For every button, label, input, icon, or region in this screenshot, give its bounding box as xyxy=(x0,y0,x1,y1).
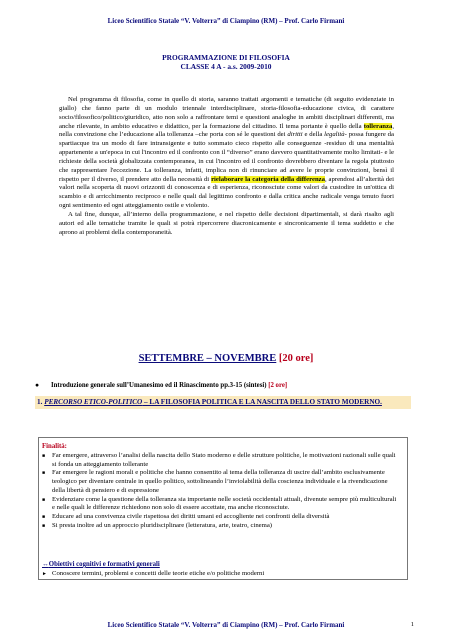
list-item-text: Far emergere, attraverso l’analisi della nascita dello Stato moderno e delle strutture politiche, le motivazioni razionali sulle quali si fonda un atteggiamento tollerante xyxy=(52,452,396,468)
list-item xyxy=(42,496,400,513)
term-legalita: legalità xyxy=(324,131,345,139)
intro-bullet xyxy=(35,382,425,389)
list-item-text: Educare ad una convivenza civile rispettosa dei diritti umani ed accogliente nei confronti della diversità xyxy=(52,512,330,520)
list-item-text: Far emergere le ragioni morali e politiche che hanno consentito al tema della tolleranza di uscire dall’ambito esclusivamente teologico per diventare centrale in quello politico, sottolineando l’inviolabilità della coscienza individuale e la rivendicazione della libertà di pensiero e di espressione xyxy=(52,469,388,494)
square-bullet-icon: ■ xyxy=(42,497,46,503)
list-item-text: Evidenziare come la questione della tolleranza sia importante nelle società occidentali attuali, divenute sempre più multiculturali e nelle quali le differenze richiedono non solo di essere accettate, ma anche riconosciute. xyxy=(52,495,397,512)
finalita-title: Finalità: xyxy=(42,443,67,450)
section-dates: SETTEMBRE – NOVEMBRE xyxy=(138,353,277,364)
percorso-number: 1. xyxy=(37,398,43,406)
percorso-heading xyxy=(35,396,411,409)
square-bullet-icon: ■ xyxy=(42,514,46,520)
intro-text xyxy=(59,96,394,238)
intro-text-b: , nella convinzione che l’educazione alla tolleranza –che porta con sé le questioni dei xyxy=(59,122,394,139)
page-footer: Liceo Scientifico Statale “V. Volterra” di Ciampino (RM) – Prof. Carlo Firmani xyxy=(107,621,345,629)
intro-text-a: Nel programma di filosofia, come in quello di storia, saranno trattati argomenti e tematiche (di seguito evidenziate in giallo) che fanno parte di un modulo triennale interdisciplinare, storia-filosofia-educazione civica, di carattere socio/filosofico/politico/giuridico, atto non solo a raffrontare temi e questioni analoghe in ambiti disciplinari differenti, ma anche rilevante, in ambito educativo e didattico, per la formazione del cittadino. Il tema portante è quello della xyxy=(59,96,394,130)
highlight-differenza: rielaborare la categoria della differenza xyxy=(211,175,325,183)
obiettivi-title-text: Obiettivi cognitivi e formativi generali xyxy=(48,561,160,568)
doc-title: PROGRAMMAZIONE DI FILOSOFIA xyxy=(162,53,290,62)
term-diritti: diritti xyxy=(287,131,303,139)
page-number: 1 xyxy=(410,621,414,628)
list-item xyxy=(42,452,400,469)
section-hours: [20 ore] xyxy=(278,353,314,364)
bullet-text: Introduzione generale sull’Umanesimo ed il Rinascimento pp.3-15 (sintesi) xyxy=(51,382,269,389)
square-bullet-icon: ■ xyxy=(42,454,46,459)
square-bullet-icon: ■ xyxy=(42,471,46,477)
intro-paragraph-2: A tal fine, dunque, all’interno della programmazione, e nel rispetto delle decisioni dipartimentali, si darà risalto agli autori ed alle tematiche tramite le quali si potrà ripercorrere diacronicamente e sincronicamente il tema suddetto e che aprono ai problemi della contemporaneità. xyxy=(59,210,394,236)
intro-text-c: e della xyxy=(302,131,325,139)
intro-paragraph-1 xyxy=(59,96,394,211)
percorso-name: PERCORSO ETICO-POLITICO xyxy=(44,398,143,406)
triangle-bullet-icon: ► xyxy=(42,572,47,577)
finalita-list xyxy=(42,452,400,530)
list-item-text: Si presta inoltre ad un approccio pluridisciplinare (letteratura, arte, teatro, cinema) xyxy=(52,521,273,529)
section-heading xyxy=(0,353,452,364)
bullet-dot-icon: ● xyxy=(35,382,40,389)
obiettivi-item-text: Conoscere termini, problemi e concetti delle teorie etiche e/o politiche moderni xyxy=(52,570,265,577)
percorso-title: – LA FILOSOFIA POLITICA E LA NASCITA DELLO STATO MODERNO. xyxy=(142,398,382,406)
square-bullet-icon: ■ xyxy=(42,523,46,529)
highlight-tolleranza: tolleranza xyxy=(363,122,393,130)
intro-text-e: , aprendosi all’alterità dei valori nella scoperta di nuovi orizzonti di conoscenza e di esperienza, riconosciute come valori da custodire in un'ottica di scambio e di arricchimento reciproco e nelle quali dal legittimo confronto e dalla critica anche radicale venga tenuto fuori ogni sentimento ed ogni atteggiamento ostile e violento. xyxy=(59,175,394,210)
obiettivi-item xyxy=(42,570,400,577)
list-item xyxy=(42,522,400,531)
bullet-hours: [2 ore] xyxy=(268,382,288,389)
list-item xyxy=(42,513,400,522)
intro-text-d: - possa fungere da spartiacque tra un modo di fare intransigente e tutto sommato cieco rispetto alle conseguenze -residuo di una mentalità appartenente a un'epoca in cui l'incontro ed il confronto con il “diverso” erano davvero quantitativamente molto limitati- e le richieste della società globalizzata contemporanea, in cui l'incontro ed il confronto dovrebbero diventare la regola piuttosto che rappresentare l'eccezione. La tolleranza, infatti, implica non di rinunciare ad avere le proprie convinzioni, bensì il rispetto per il diverso, il prendere atto della necessità di xyxy=(59,131,394,183)
doc-subtitle: CLASSE 4 A - a.s. 2009-2010 xyxy=(180,62,272,71)
obiettivi-title xyxy=(42,561,160,568)
arrow-icon: ↔ xyxy=(42,561,49,568)
list-item xyxy=(42,469,400,495)
page-header: Liceo Scientifico Statale “V. Volterra” di Ciampino (RM) – Prof. Carlo Firmani xyxy=(107,17,345,25)
